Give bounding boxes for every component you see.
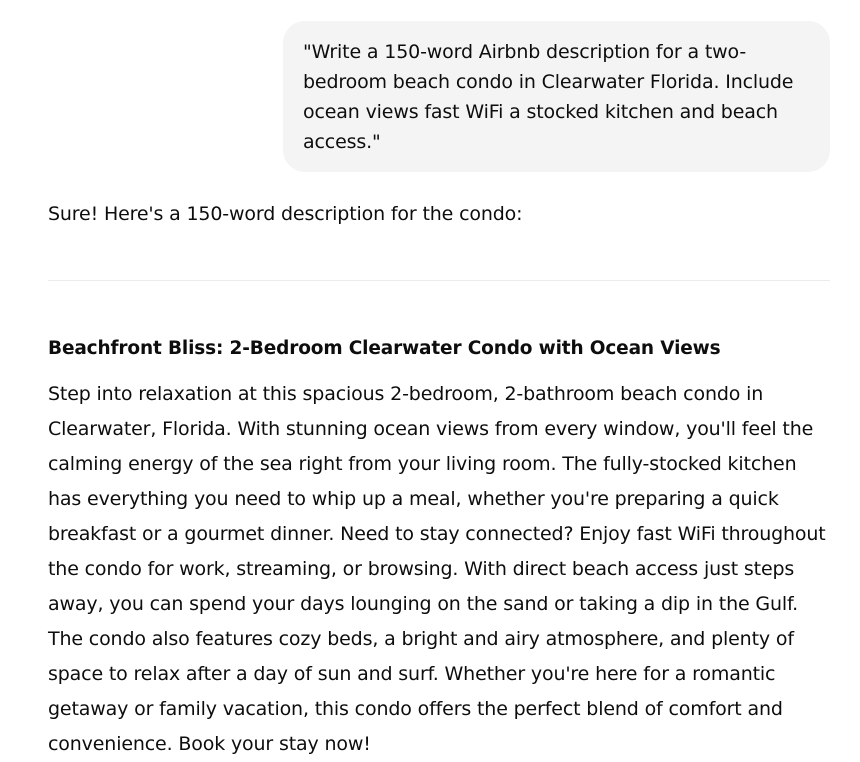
horizontal-divider — [48, 280, 830, 281]
user-message-row — [283, 21, 830, 172]
listing-title: Beachfront Bliss: 2-Bedroom Clearwater Condo with Ocean Views — [48, 338, 721, 359]
user-message-bubble: "Write a 150-word Airbnb description for a two-bedroom beach condo in Clearwater Florida. Include ocean views fast WiFi a stocked kitchen and beach access." — [283, 21, 830, 172]
listing-description: Step into relaxation at this spacious 2-bedroom, 2-bathroom beach condo in Clearwater, Florida. With stunning ocean views from every window, you'll feel the calming energy of the sea right from your living room. The fully-stocked kitchen has everything you need to whip up a meal, whether you're preparing a quick breakfast or a gourmet dinner. Need to stay connected? Enjoy fast WiFi throughout the condo for work, streaming, or browsing. With direct beach access just steps away, you can spend your days lounging on the sand or taking a dip in the Gulf. The condo also features cozy beds, a bright and airy atmosphere, and plenty of space to relax after a day of sun and surf. Whether you're here for a romantic getaway or family vacation, this condo offers the perfect blend of comfort and convenience. Book your stay now! — [48, 383, 826, 755]
assistant-message — [48, 199, 834, 762]
assistant-intro: Sure! Here's a 150-word description for the condo: — [48, 203, 523, 225]
